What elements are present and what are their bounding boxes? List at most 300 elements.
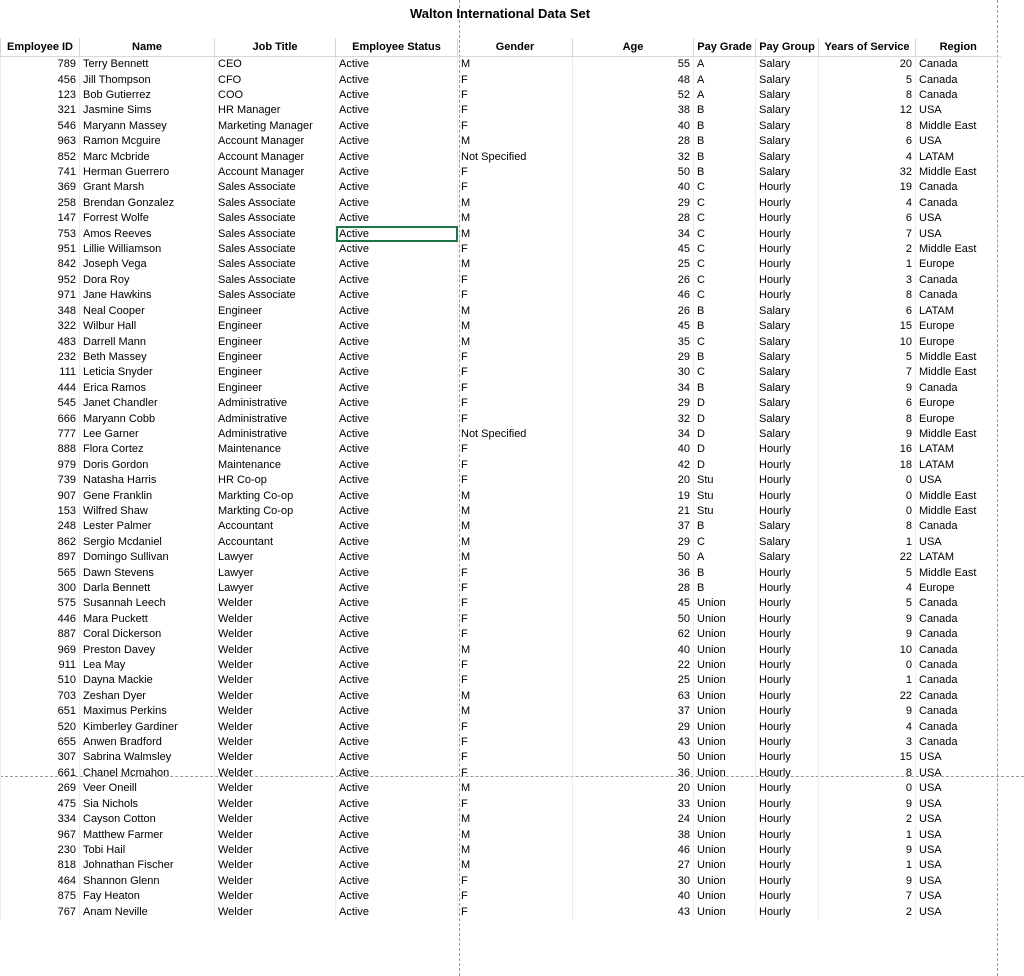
cell-job-title[interactable]: HR Manager — [215, 103, 336, 118]
cell-employee-id[interactable]: 230 — [1, 843, 80, 858]
cell-name[interactable]: Anwen Bradford — [80, 735, 215, 750]
cell-name[interactable]: Terry Bennett — [80, 57, 215, 73]
cell-age[interactable]: 50 — [573, 550, 694, 565]
cell-years-of-service[interactable]: 2 — [819, 242, 916, 257]
cell-job-title[interactable]: Sales Associate — [215, 226, 336, 241]
cell-employee-status[interactable]: Active — [336, 273, 458, 288]
cell-region[interactable]: USA — [916, 904, 1001, 919]
cell-job-title[interactable]: Welder — [215, 658, 336, 673]
cell-gender[interactable]: M — [458, 57, 573, 73]
cell-employee-id[interactable]: 862 — [1, 535, 80, 550]
cell-years-of-service[interactable]: 9 — [819, 797, 916, 812]
cell-gender[interactable]: M — [458, 858, 573, 873]
cell-job-title[interactable]: Welder — [215, 750, 336, 765]
cell-pay-grade[interactable]: Union — [694, 704, 756, 719]
cell-employee-id[interactable]: 456 — [1, 72, 80, 87]
cell-pay-grade[interactable]: C — [694, 535, 756, 550]
cell-pay-grade[interactable]: D — [694, 427, 756, 442]
cell-pay-grade[interactable]: Union — [694, 750, 756, 765]
cell-employee-id[interactable]: 111 — [1, 365, 80, 380]
cell-pay-group[interactable]: Hourly — [756, 642, 819, 657]
cell-pay-group[interactable]: Salary — [756, 119, 819, 134]
cell-employee-id[interactable]: 767 — [1, 904, 80, 919]
cell-job-title[interactable]: Sales Associate — [215, 211, 336, 226]
cell-employee-status[interactable]: Active — [336, 673, 458, 688]
cell-name[interactable]: Joseph Vega — [80, 257, 215, 272]
cell-pay-grade[interactable]: D — [694, 442, 756, 457]
cell-pay-grade[interactable]: Union — [694, 719, 756, 734]
cell-employee-status[interactable]: Active — [336, 396, 458, 411]
cell-employee-id[interactable]: 269 — [1, 781, 80, 796]
cell-pay-group[interactable]: Hourly — [756, 781, 819, 796]
cell-employee-id[interactable]: 951 — [1, 242, 80, 257]
cell-age[interactable]: 46 — [573, 288, 694, 303]
cell-job-title[interactable]: Welder — [215, 904, 336, 919]
cell-employee-id[interactable]: 444 — [1, 381, 80, 396]
cell-region[interactable]: USA — [916, 827, 1001, 842]
cell-pay-group[interactable]: Hourly — [756, 904, 819, 919]
cell-name[interactable]: Jane Hawkins — [80, 288, 215, 303]
cell-region[interactable]: Middle East — [916, 504, 1001, 519]
cell-age[interactable]: 29 — [573, 535, 694, 550]
cell-employee-id[interactable]: 123 — [1, 88, 80, 103]
cell-years-of-service[interactable]: 5 — [819, 565, 916, 580]
cell-age[interactable]: 30 — [573, 365, 694, 380]
cell-age[interactable]: 19 — [573, 488, 694, 503]
cell-employee-status[interactable]: Active — [336, 350, 458, 365]
cell-employee-status[interactable]: Active — [336, 504, 458, 519]
cell-pay-grade[interactable]: Union — [694, 673, 756, 688]
cell-years-of-service[interactable]: 7 — [819, 889, 916, 904]
cell-gender[interactable]: M — [458, 704, 573, 719]
cell-gender[interactable]: M — [458, 812, 573, 827]
cell-gender[interactable]: F — [458, 889, 573, 904]
cell-years-of-service[interactable]: 5 — [819, 72, 916, 87]
cell-gender[interactable]: F — [458, 766, 573, 781]
cell-region[interactable]: LATAM — [916, 550, 1001, 565]
cell-job-title[interactable]: Sales Associate — [215, 288, 336, 303]
cell-employee-status[interactable]: Active — [336, 196, 458, 211]
cell-region[interactable]: Middle East — [916, 119, 1001, 134]
cell-region[interactable]: LATAM — [916, 304, 1001, 319]
cell-employee-id[interactable]: 703 — [1, 689, 80, 704]
cell-employee-id[interactable]: 777 — [1, 427, 80, 442]
cell-employee-id[interactable]: 971 — [1, 288, 80, 303]
cell-employee-status[interactable]: Active — [336, 488, 458, 503]
cell-pay-grade[interactable]: Union — [694, 612, 756, 627]
cell-job-title[interactable]: Engineer — [215, 350, 336, 365]
cell-name[interactable]: Herman Guerrero — [80, 165, 215, 180]
cell-job-title[interactable]: COO — [215, 88, 336, 103]
cell-name[interactable]: Neal Cooper — [80, 304, 215, 319]
cell-pay-group[interactable]: Salary — [756, 350, 819, 365]
cell-years-of-service[interactable]: 2 — [819, 812, 916, 827]
cell-pay-grade[interactable]: Union — [694, 781, 756, 796]
cell-age[interactable]: 40 — [573, 180, 694, 195]
cell-pay-group[interactable]: Hourly — [756, 812, 819, 827]
cell-name[interactable]: Domingo Sullivan — [80, 550, 215, 565]
cell-gender[interactable]: M — [458, 504, 573, 519]
cell-gender[interactable]: M — [458, 319, 573, 334]
cell-employee-status[interactable]: Active — [336, 689, 458, 704]
cell-pay-group[interactable]: Hourly — [756, 750, 819, 765]
cell-pay-grade[interactable]: Union — [694, 596, 756, 611]
cell-age[interactable]: 35 — [573, 334, 694, 349]
cell-employee-id[interactable]: 852 — [1, 149, 80, 164]
cell-gender[interactable]: F — [458, 673, 573, 688]
cell-job-title[interactable]: Welder — [215, 889, 336, 904]
cell-gender[interactable]: F — [458, 658, 573, 673]
cell-pay-group[interactable]: Hourly — [756, 827, 819, 842]
cell-pay-grade[interactable]: D — [694, 458, 756, 473]
cell-region[interactable]: USA — [916, 874, 1001, 889]
cell-region[interactable]: USA — [916, 103, 1001, 118]
cell-name[interactable]: Sabrina Walmsley — [80, 750, 215, 765]
cell-pay-grade[interactable]: Union — [694, 827, 756, 842]
cell-pay-grade[interactable]: C — [694, 211, 756, 226]
cell-name[interactable]: Sia Nichols — [80, 797, 215, 812]
cell-age[interactable]: 55 — [573, 57, 694, 73]
cell-gender[interactable]: M — [458, 134, 573, 149]
cell-name[interactable]: Marc Mcbride — [80, 149, 215, 164]
cell-pay-group[interactable]: Hourly — [756, 596, 819, 611]
cell-job-title[interactable]: HR Co-op — [215, 473, 336, 488]
cell-age[interactable]: 43 — [573, 904, 694, 919]
cell-pay-group[interactable]: Hourly — [756, 273, 819, 288]
cell-name[interactable]: Lester Palmer — [80, 519, 215, 534]
cell-name[interactable]: Preston Davey — [80, 642, 215, 657]
cell-employee-id[interactable]: 248 — [1, 519, 80, 534]
cell-employee-status[interactable]: Active — [336, 612, 458, 627]
cell-region[interactable]: USA — [916, 781, 1001, 796]
cell-pay-group[interactable]: Hourly — [756, 658, 819, 673]
cell-pay-group[interactable]: Hourly — [756, 196, 819, 211]
cell-job-title[interactable]: Welder — [215, 689, 336, 704]
cell-gender[interactable]: F — [458, 473, 573, 488]
cell-name[interactable]: Maximus Perkins — [80, 704, 215, 719]
cell-employee-status[interactable]: Active — [336, 750, 458, 765]
cell-age[interactable]: 40 — [573, 442, 694, 457]
cell-gender[interactable]: F — [458, 874, 573, 889]
cell-pay-grade[interactable]: A — [694, 550, 756, 565]
cell-age[interactable]: 29 — [573, 350, 694, 365]
cell-region[interactable]: USA — [916, 473, 1001, 488]
cell-job-title[interactable]: Administrative — [215, 411, 336, 426]
cell-years-of-service[interactable]: 3 — [819, 735, 916, 750]
cell-region[interactable]: USA — [916, 812, 1001, 827]
cell-age[interactable]: 34 — [573, 427, 694, 442]
cell-employee-id[interactable]: 888 — [1, 442, 80, 457]
cell-job-title[interactable]: Accountant — [215, 535, 336, 550]
cell-region[interactable]: USA — [916, 134, 1001, 149]
cell-years-of-service[interactable]: 0 — [819, 781, 916, 796]
cell-job-title[interactable]: Lawyer — [215, 550, 336, 565]
cell-employee-id[interactable]: 575 — [1, 596, 80, 611]
cell-gender[interactable]: F — [458, 411, 573, 426]
cell-name[interactable]: Lee Garner — [80, 427, 215, 442]
cell-pay-group[interactable]: Salary — [756, 319, 819, 334]
cell-years-of-service[interactable]: 1 — [819, 827, 916, 842]
cell-years-of-service[interactable]: 6 — [819, 134, 916, 149]
cell-gender[interactable]: M — [458, 488, 573, 503]
cell-pay-grade[interactable]: C — [694, 180, 756, 195]
cell-pay-grade[interactable]: C — [694, 288, 756, 303]
cell-region[interactable]: Canada — [916, 196, 1001, 211]
cell-job-title[interactable]: Welder — [215, 766, 336, 781]
cell-years-of-service[interactable]: 1 — [819, 673, 916, 688]
cell-name[interactable]: Matthew Farmer — [80, 827, 215, 842]
cell-employee-id[interactable]: 897 — [1, 550, 80, 565]
cell-age[interactable]: 28 — [573, 134, 694, 149]
column-header-employee-status[interactable]: Employee Status — [336, 38, 458, 57]
cell-gender[interactable]: F — [458, 797, 573, 812]
cell-job-title[interactable]: Lawyer — [215, 565, 336, 580]
cell-name[interactable]: Wilfred Shaw — [80, 504, 215, 519]
cell-name[interactable]: Mara Puckett — [80, 612, 215, 627]
cell-employee-id[interactable]: 651 — [1, 704, 80, 719]
cell-employee-id[interactable]: 545 — [1, 396, 80, 411]
cell-employee-id[interactable]: 661 — [1, 766, 80, 781]
cell-years-of-service[interactable]: 8 — [819, 88, 916, 103]
cell-name[interactable]: Chanel Mcmahon — [80, 766, 215, 781]
cell-job-title[interactable]: Welder — [215, 843, 336, 858]
cell-name[interactable]: Darrell Mann — [80, 334, 215, 349]
cell-region[interactable]: Canada — [916, 88, 1001, 103]
cell-gender[interactable]: F — [458, 350, 573, 365]
cell-gender[interactable]: M — [458, 843, 573, 858]
cell-age[interactable]: 32 — [573, 149, 694, 164]
cell-employee-id[interactable]: 369 — [1, 180, 80, 195]
cell-age[interactable]: 26 — [573, 304, 694, 319]
cell-pay-group[interactable]: Hourly — [756, 673, 819, 688]
cell-name[interactable]: Tobi Hail — [80, 843, 215, 858]
cell-name[interactable]: Johnathan Fischer — [80, 858, 215, 873]
cell-employee-id[interactable]: 979 — [1, 458, 80, 473]
cell-job-title[interactable]: Maintenance — [215, 442, 336, 457]
cell-region[interactable]: Europe — [916, 334, 1001, 349]
cell-age[interactable]: 24 — [573, 812, 694, 827]
cell-gender[interactable]: F — [458, 627, 573, 642]
cell-employee-status[interactable]: Active — [336, 88, 458, 103]
cell-years-of-service[interactable]: 8 — [819, 288, 916, 303]
cell-gender[interactable]: F — [458, 103, 573, 118]
cell-employee-status[interactable]: Active — [336, 381, 458, 396]
cell-employee-status[interactable]: Active — [336, 442, 458, 457]
cell-years-of-service[interactable]: 22 — [819, 550, 916, 565]
cell-pay-grade[interactable]: B — [694, 565, 756, 580]
cell-name[interactable]: Lillie Williamson — [80, 242, 215, 257]
column-header-employee-id[interactable]: Employee ID — [1, 38, 80, 57]
cell-age[interactable]: 48 — [573, 72, 694, 87]
cell-name[interactable]: Dawn Stevens — [80, 565, 215, 580]
cell-age[interactable]: 62 — [573, 627, 694, 642]
cell-age[interactable]: 52 — [573, 88, 694, 103]
cell-employee-status[interactable]: Active — [336, 257, 458, 272]
cell-employee-status[interactable]: Active — [336, 134, 458, 149]
cell-job-title[interactable]: Welder — [215, 673, 336, 688]
cell-region[interactable]: USA — [916, 889, 1001, 904]
cell-region[interactable]: Canada — [916, 273, 1001, 288]
cell-employee-status[interactable]: Active — [336, 797, 458, 812]
cell-employee-status[interactable]: Active — [336, 149, 458, 164]
cell-region[interactable]: LATAM — [916, 458, 1001, 473]
cell-job-title[interactable]: Welder — [215, 627, 336, 642]
cell-pay-grade[interactable]: C — [694, 242, 756, 257]
column-header-name[interactable]: Name — [80, 38, 215, 57]
cell-name[interactable]: Anam Neville — [80, 904, 215, 919]
cell-age[interactable]: 32 — [573, 411, 694, 426]
cell-years-of-service[interactable]: 5 — [819, 350, 916, 365]
cell-pay-grade[interactable]: B — [694, 519, 756, 534]
cell-region[interactable]: USA — [916, 750, 1001, 765]
cell-employee-id[interactable]: 952 — [1, 273, 80, 288]
cell-name[interactable]: Leticia Snyder — [80, 365, 215, 380]
cell-name[interactable]: Sergio Mcdaniel — [80, 535, 215, 550]
cell-age[interactable]: 42 — [573, 458, 694, 473]
cell-age[interactable]: 36 — [573, 766, 694, 781]
cell-years-of-service[interactable]: 0 — [819, 504, 916, 519]
cell-employee-status[interactable]: Active — [336, 889, 458, 904]
cell-employee-status[interactable]: Active — [336, 812, 458, 827]
cell-gender[interactable]: F — [458, 581, 573, 596]
cell-pay-grade[interactable]: B — [694, 119, 756, 134]
cell-employee-id[interactable]: 147 — [1, 211, 80, 226]
cell-employee-id[interactable]: 911 — [1, 658, 80, 673]
cell-name[interactable]: Jill Thompson — [80, 72, 215, 87]
cell-years-of-service[interactable]: 8 — [819, 766, 916, 781]
cell-age[interactable]: 45 — [573, 596, 694, 611]
cell-pay-group[interactable]: Hourly — [756, 565, 819, 580]
cell-employee-status[interactable]: Active — [336, 519, 458, 534]
cell-pay-group[interactable]: Salary — [756, 381, 819, 396]
cell-years-of-service[interactable]: 32 — [819, 165, 916, 180]
cell-region[interactable]: Canada — [916, 704, 1001, 719]
cell-name[interactable]: Coral Dickerson — [80, 627, 215, 642]
cell-name[interactable]: Erica Ramos — [80, 381, 215, 396]
cell-pay-grade[interactable]: Union — [694, 766, 756, 781]
cell-employee-status[interactable]: Active — [336, 565, 458, 580]
cell-pay-grade[interactable]: B — [694, 103, 756, 118]
cell-job-title[interactable]: CFO — [215, 72, 336, 87]
cell-age[interactable]: 26 — [573, 273, 694, 288]
cell-pay-grade[interactable]: D — [694, 411, 756, 426]
cell-job-title[interactable]: Welder — [215, 781, 336, 796]
cell-region[interactable]: Middle East — [916, 242, 1001, 257]
cell-pay-group[interactable]: Hourly — [756, 874, 819, 889]
cell-name[interactable]: Natasha Harris — [80, 473, 215, 488]
cell-gender[interactable]: F — [458, 904, 573, 919]
cell-age[interactable]: 28 — [573, 211, 694, 226]
cell-name[interactable]: Forrest Wolfe — [80, 211, 215, 226]
cell-job-title[interactable]: Account Manager — [215, 165, 336, 180]
cell-age[interactable]: 40 — [573, 119, 694, 134]
cell-age[interactable]: 37 — [573, 519, 694, 534]
cell-employee-status[interactable]: Active — [336, 304, 458, 319]
cell-region[interactable]: Canada — [916, 519, 1001, 534]
cell-pay-group[interactable]: Salary — [756, 57, 819, 73]
cell-pay-grade[interactable]: Union — [694, 812, 756, 827]
cell-gender[interactable]: F — [458, 381, 573, 396]
cell-employee-id[interactable]: 322 — [1, 319, 80, 334]
cell-age[interactable]: 22 — [573, 658, 694, 673]
cell-pay-group[interactable]: Salary — [756, 88, 819, 103]
cell-gender[interactable]: Not Specified — [458, 427, 573, 442]
cell-pay-grade[interactable]: Union — [694, 658, 756, 673]
cell-years-of-service[interactable]: 8 — [819, 119, 916, 134]
cell-employee-id[interactable]: 963 — [1, 134, 80, 149]
cell-gender[interactable]: F — [458, 750, 573, 765]
cell-pay-group[interactable]: Hourly — [756, 488, 819, 503]
cell-pay-grade[interactable]: A — [694, 57, 756, 73]
cell-pay-group[interactable]: Salary — [756, 304, 819, 319]
cell-job-title[interactable]: Engineer — [215, 365, 336, 380]
cell-region[interactable]: Europe — [916, 396, 1001, 411]
cell-region[interactable]: Canada — [916, 735, 1001, 750]
cell-pay-grade[interactable]: Union — [694, 627, 756, 642]
cell-employee-id[interactable]: 875 — [1, 889, 80, 904]
cell-gender[interactable]: F — [458, 735, 573, 750]
cell-pay-group[interactable]: Hourly — [756, 843, 819, 858]
cell-pay-group[interactable]: Hourly — [756, 180, 819, 195]
cell-years-of-service[interactable]: 2 — [819, 904, 916, 919]
cell-region[interactable]: Canada — [916, 673, 1001, 688]
cell-employee-status[interactable]: Active — [336, 119, 458, 134]
cell-pay-grade[interactable]: B — [694, 149, 756, 164]
cell-pay-grade[interactable]: C — [694, 196, 756, 211]
cell-years-of-service[interactable]: 10 — [819, 334, 916, 349]
cell-name[interactable]: Shannon Glenn — [80, 874, 215, 889]
cell-pay-group[interactable]: Salary — [756, 396, 819, 411]
cell-name[interactable]: Amos Reeves — [80, 226, 215, 241]
cell-employee-id[interactable]: 741 — [1, 165, 80, 180]
cell-years-of-service[interactable]: 15 — [819, 750, 916, 765]
cell-age[interactable]: 25 — [573, 257, 694, 272]
cell-age[interactable]: 38 — [573, 827, 694, 842]
cell-age[interactable]: 29 — [573, 719, 694, 734]
cell-employee-status[interactable]: Active — [336, 103, 458, 118]
cell-employee-status[interactable]: Active — [336, 226, 458, 241]
cell-employee-id[interactable]: 520 — [1, 719, 80, 734]
cell-age[interactable]: 27 — [573, 858, 694, 873]
cell-pay-group[interactable]: Salary — [756, 550, 819, 565]
cell-pay-grade[interactable]: Union — [694, 858, 756, 873]
cell-age[interactable]: 40 — [573, 889, 694, 904]
cell-years-of-service[interactable]: 4 — [819, 581, 916, 596]
cell-years-of-service[interactable]: 9 — [819, 843, 916, 858]
cell-pay-group[interactable]: Salary — [756, 103, 819, 118]
cell-employee-status[interactable]: Active — [336, 843, 458, 858]
cell-employee-status[interactable]: Active — [336, 411, 458, 426]
cell-employee-status[interactable]: Active — [336, 874, 458, 889]
cell-pay-group[interactable]: Hourly — [756, 504, 819, 519]
cell-pay-group[interactable]: Hourly — [756, 797, 819, 812]
cell-pay-group[interactable]: Salary — [756, 411, 819, 426]
cell-pay-grade[interactable]: Union — [694, 874, 756, 889]
cell-age[interactable]: 40 — [573, 642, 694, 657]
cell-employee-id[interactable]: 967 — [1, 827, 80, 842]
cell-gender[interactable]: M — [458, 257, 573, 272]
cell-employee-status[interactable]: Active — [336, 627, 458, 642]
cell-region[interactable]: LATAM — [916, 442, 1001, 457]
cell-employee-status[interactable]: Active — [336, 535, 458, 550]
cell-gender[interactable]: M — [458, 827, 573, 842]
cell-employee-status[interactable]: Active — [336, 904, 458, 919]
cell-years-of-service[interactable]: 12 — [819, 103, 916, 118]
cell-employee-status[interactable]: Active — [336, 704, 458, 719]
cell-gender[interactable]: M — [458, 196, 573, 211]
cell-employee-id[interactable]: 258 — [1, 196, 80, 211]
cell-pay-group[interactable]: Salary — [756, 149, 819, 164]
